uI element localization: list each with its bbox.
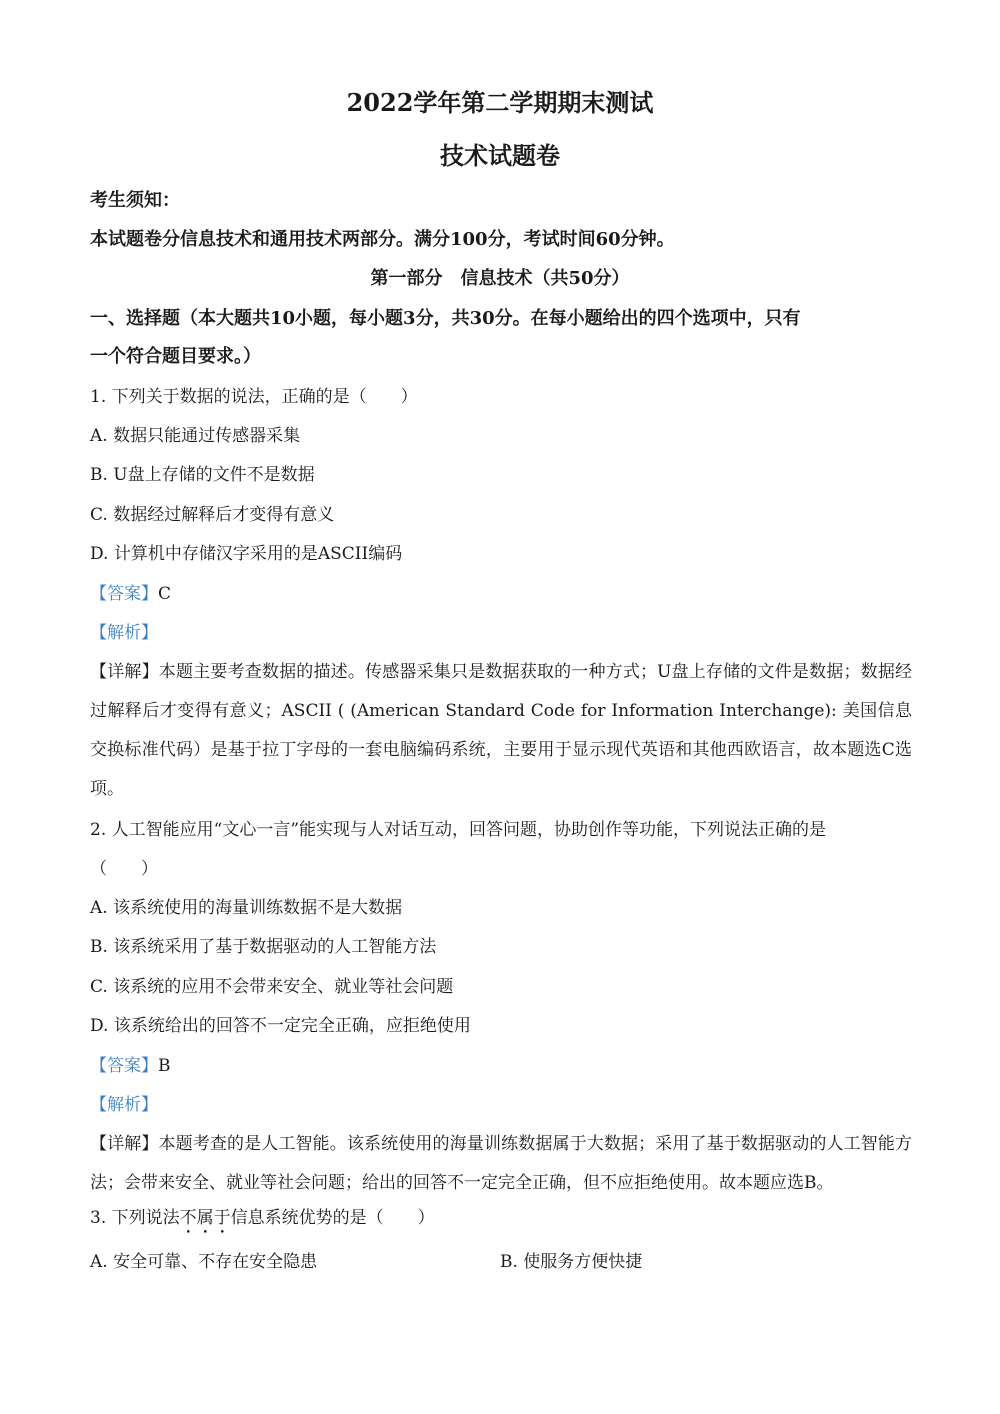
detail-text: 本题考查的是人工智能。该系统使用的海量训练数据属于大数据；采用了基于数据驱动的人工智能方法；会带来安全、就业等社会问题；给出的回答不一定完全正确，但不应拒绝使用。故本题应选B。	[90, 1134, 913, 1193]
exam-subtitle: 技术试题卷	[440, 141, 560, 170]
question-3-stem	[90, 1207, 435, 1238]
question-2-analysis-tag: 【解析】	[90, 1095, 158, 1115]
exam-title: 2022学年第二学期期末测试	[346, 88, 654, 117]
question-2-option-b: B. 该系统采用了基于数据驱动的人工智能方法	[90, 937, 437, 957]
detail-text: 本题主要考查数据的描述。传感器采集只是数据获取的一种方式；U盘上存储的文件是数据；数据经过解释后才变得有意义；ASCII ( (American Standard Code for Information Interchange): 美国信息交换标准代码）是基于拉丁字母的一套电脑编码系统，主要用于显示现代英语和其他西欧语言，故本题选C选项。	[90, 662, 913, 799]
question-1-analysis-tag: 【解析】	[90, 623, 158, 643]
part-title: 第一部分 信息技术（共50分）	[370, 268, 630, 289]
stem-pre: 3. 下列说法	[90, 1208, 180, 1228]
question-1-stem: 1. 下列关于数据的说法，正确的是（ ）	[90, 387, 418, 407]
answer-value: B	[158, 1056, 171, 1076]
question-1-answer	[90, 583, 171, 605]
answer-tag: 【答案】	[90, 584, 158, 604]
answer-value: C	[158, 584, 172, 604]
question-1-option-d: D. 计算机中存储汉字采用的是ASCII编码	[90, 544, 403, 564]
question-2-stem-line1: 2. 人工智能应用“文心一言”能实现与人对话互动，回答问题，协助创作等功能，下列说法正确的是	[90, 820, 827, 840]
question-2-option-d: D. 该系统给出的回答不一定完全正确，应拒绝使用	[90, 1016, 471, 1036]
answer-tag: 【答案】	[90, 1056, 158, 1076]
question-2-option-a: A. 该系统使用的海量训练数据不是大数据	[90, 898, 403, 918]
question-1-option-c: C. 数据经过解释后才变得有意义	[90, 505, 335, 525]
detail-tag: 【详解】	[90, 662, 159, 682]
notice-heading: 考生须知：	[90, 190, 180, 211]
notice-text: 本试题卷分信息技术和通用技术两部分。满分100分，考试时间60分钟。	[90, 229, 675, 250]
question-3-option-a: A. 安全可靠、不存在安全隐患	[90, 1252, 318, 1272]
section-instruction-line2: 一个符合题目要求。）	[90, 346, 261, 367]
question-3-option-b: B. 使服务方便快捷	[500, 1252, 643, 1272]
question-2-option-c: C. 该系统的应用不会带来安全、就业等社会问题	[90, 977, 454, 997]
question-1-option-b: B. U盘上存储的文件不是数据	[90, 465, 315, 485]
question-2-answer	[90, 1055, 171, 1077]
question-1-option-a: A. 数据只能通过传感器采集	[90, 426, 301, 446]
stem-post: 信息系统优势的是（ ）	[230, 1208, 435, 1228]
question-2-detail	[90, 1125, 912, 1203]
stem-emphasis: 不属于	[179, 1208, 231, 1228]
question-1-detail	[90, 653, 912, 809]
detail-tag: 【详解】	[90, 1134, 159, 1154]
question-2-stem-line2: （ ）	[90, 859, 158, 879]
section-instruction-line1: 一、选择题（本大题共10小题，每小题3分，共30分。在每小题给出的四个选项中，只有	[90, 308, 801, 329]
